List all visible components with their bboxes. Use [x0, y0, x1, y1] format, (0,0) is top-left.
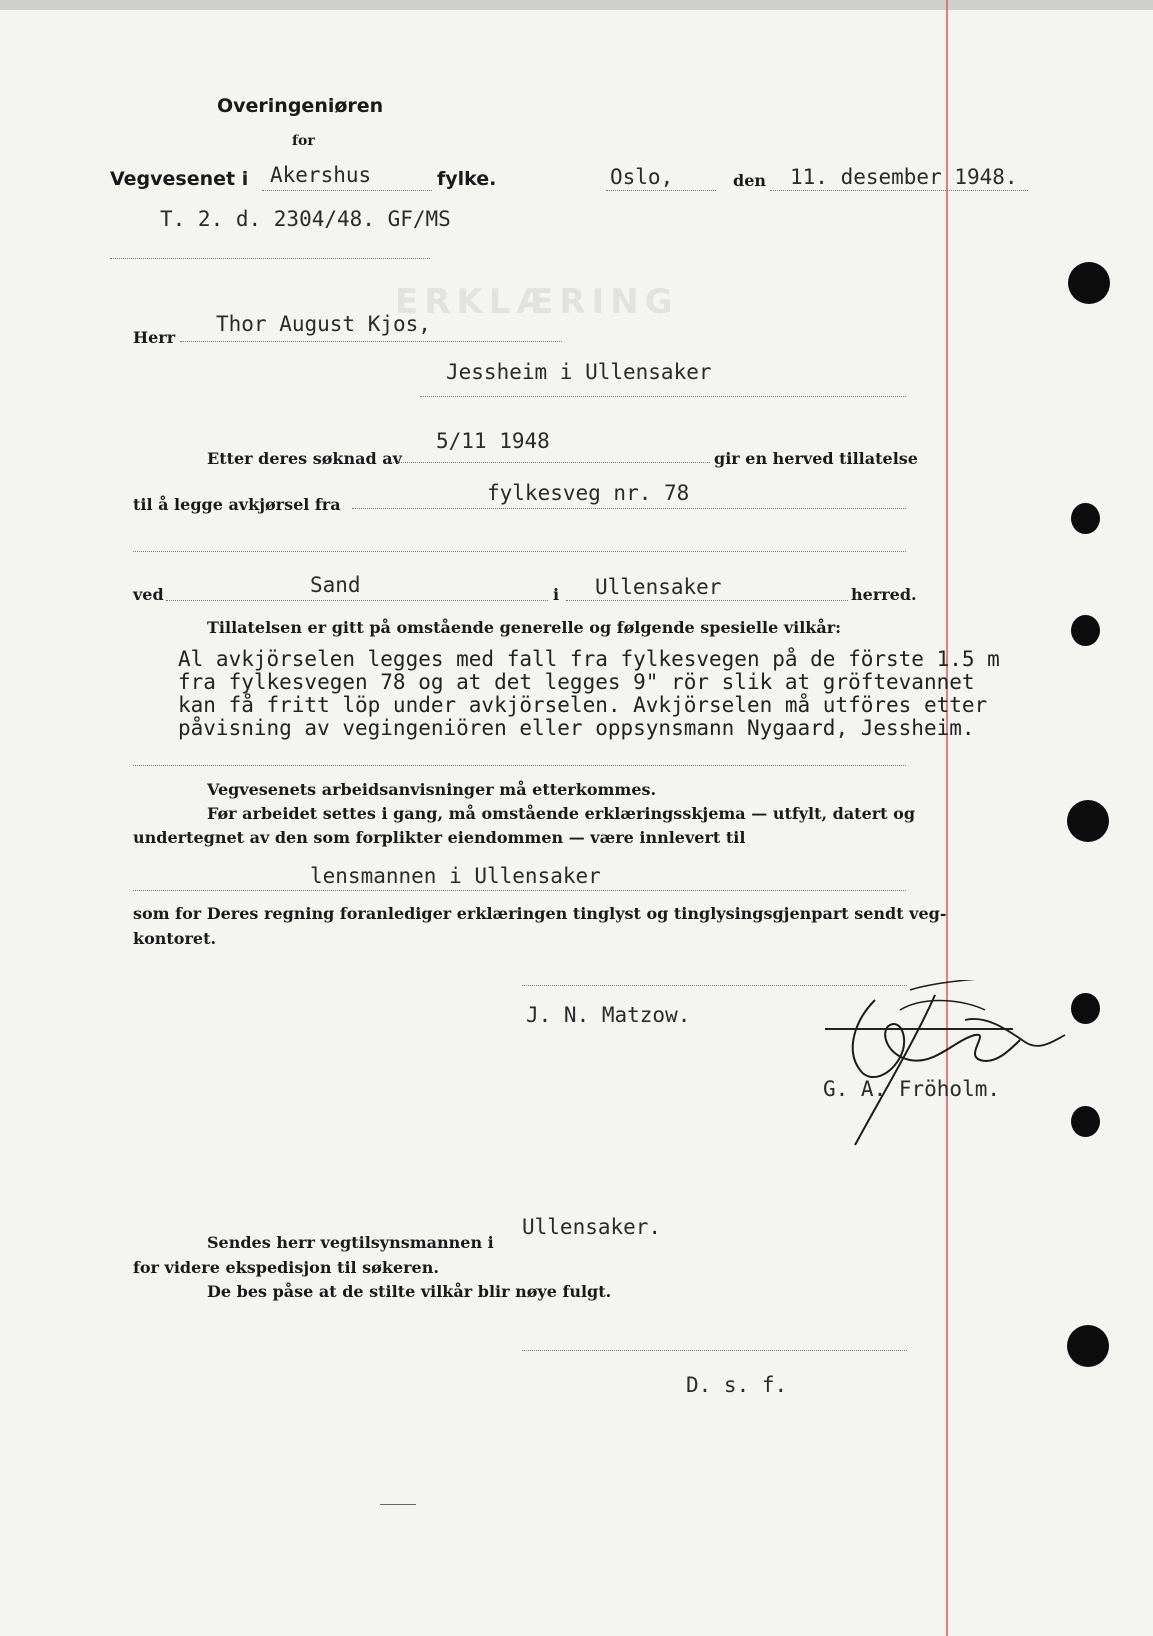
forwarding-line: Sendes herr vegtilsynsmannen i — [207, 1233, 494, 1252]
punch-hole — [1067, 1325, 1109, 1367]
instruction-line: som for Deres regning foranlediger erklæringen tinglyst og tinglysingsgjenpart sendt veg- — [133, 904, 947, 923]
place-name: Oslo, — [610, 165, 674, 189]
deliver-to-line — [133, 890, 906, 891]
county-name: Akershus — [270, 163, 372, 187]
recipient-name-line — [180, 341, 562, 342]
office-title: Overingeniøren — [217, 95, 384, 117]
municipality-line — [566, 600, 848, 601]
date-line — [770, 190, 1028, 191]
conditions-end-line — [133, 765, 906, 766]
bleed-through-mark: ERKLÆRING — [395, 282, 679, 322]
conditions-intro: Tillatelsen er gitt på omstående generelle og følgende spesielle vilkår: — [207, 618, 842, 637]
condition-line: Al avkjörselen legges med fall fra fylkesvegen på de förste 1.5 m — [178, 647, 1000, 671]
blank-line — [133, 551, 906, 552]
til-label: til å legge avkjørsel fra — [133, 495, 341, 514]
application-date-line — [390, 462, 710, 463]
instruction-line: kontoret. — [133, 929, 217, 948]
recipient-address-line — [420, 396, 906, 397]
condition-line: påvisning av vegingeniören eller oppsynsmann Nygaard, Jessheim. — [178, 716, 975, 740]
forwarding-line: for videre ekspedisjon til søkeren. — [133, 1258, 439, 1277]
fylke-label: fylke. — [437, 168, 497, 190]
ref-line — [110, 258, 430, 259]
letter-date: 11. desember 1948. — [790, 165, 1018, 189]
i-label: i — [553, 585, 560, 604]
red-margin-line — [946, 0, 948, 1636]
municipality-name: Ullensaker — [595, 575, 722, 599]
recipient-address: Jessheim i Ullensaker — [446, 360, 712, 384]
forwarding-line: De bes påse at de stilte vilkår blir nøye fulgt. — [207, 1282, 612, 1301]
instruction-line: undertegnet av den som forplikter eiendommen — være innlevert til — [133, 828, 746, 847]
etter-label: Etter deres søknad av — [207, 449, 402, 468]
place-line — [606, 190, 716, 191]
recipient-name: Thor August Kjos, — [216, 312, 431, 336]
signatory-right: G. A. Fröholm. — [823, 1077, 1001, 1101]
herred-label: herred. — [851, 585, 917, 604]
county-line — [262, 190, 432, 191]
punch-hole — [1067, 800, 1109, 842]
condition-line: kan få fritt löp under avkjörselen. Avkjörselen må utföres etter — [178, 693, 988, 717]
location-line — [166, 600, 548, 601]
road-name: fylkesveg nr. 78 — [487, 481, 690, 505]
instruction-line: Vegvesenets arbeidsanvisninger må etterkommes. — [207, 780, 657, 799]
scan-edge — [0, 0, 1153, 10]
deliver-to: lensmannen i Ullensaker — [310, 864, 601, 888]
ved-label: ved — [133, 585, 164, 604]
application-date: 5/11 1948 — [436, 429, 550, 453]
for-label: for — [292, 133, 315, 149]
handwritten-signature — [815, 980, 1075, 1150]
forwarding-signature-line — [522, 1350, 907, 1351]
location-name: Sand — [310, 573, 361, 597]
closing-initials: D. s. f. — [686, 1373, 788, 1397]
punch-hole — [1071, 1106, 1100, 1137]
forwarding-place: Ullensaker. — [522, 1215, 662, 1239]
gir-label: gir en herved tillatelse — [714, 449, 918, 468]
den-label: den — [733, 171, 766, 190]
punch-hole — [1068, 262, 1110, 304]
stray-mark — [380, 1504, 416, 1505]
punch-hole — [1071, 503, 1100, 534]
road-line — [352, 508, 906, 509]
condition-line: fra fylkesvegen 78 og at det legges 9" rör slik at gröftevannet — [178, 670, 975, 694]
punch-hole — [1071, 993, 1100, 1024]
herr-label: Herr — [133, 328, 176, 347]
punch-hole — [1071, 615, 1100, 646]
instruction-line: Før arbeidet settes i gang, må omstående erklæringsskjema — utfylt, datert og — [207, 804, 915, 823]
reference-number: T. 2. d. 2304/48. GF/MS — [160, 207, 451, 231]
agency-label: Vegvesenet i — [110, 168, 249, 190]
signatory-left: J. N. Matzow. — [526, 1003, 691, 1027]
